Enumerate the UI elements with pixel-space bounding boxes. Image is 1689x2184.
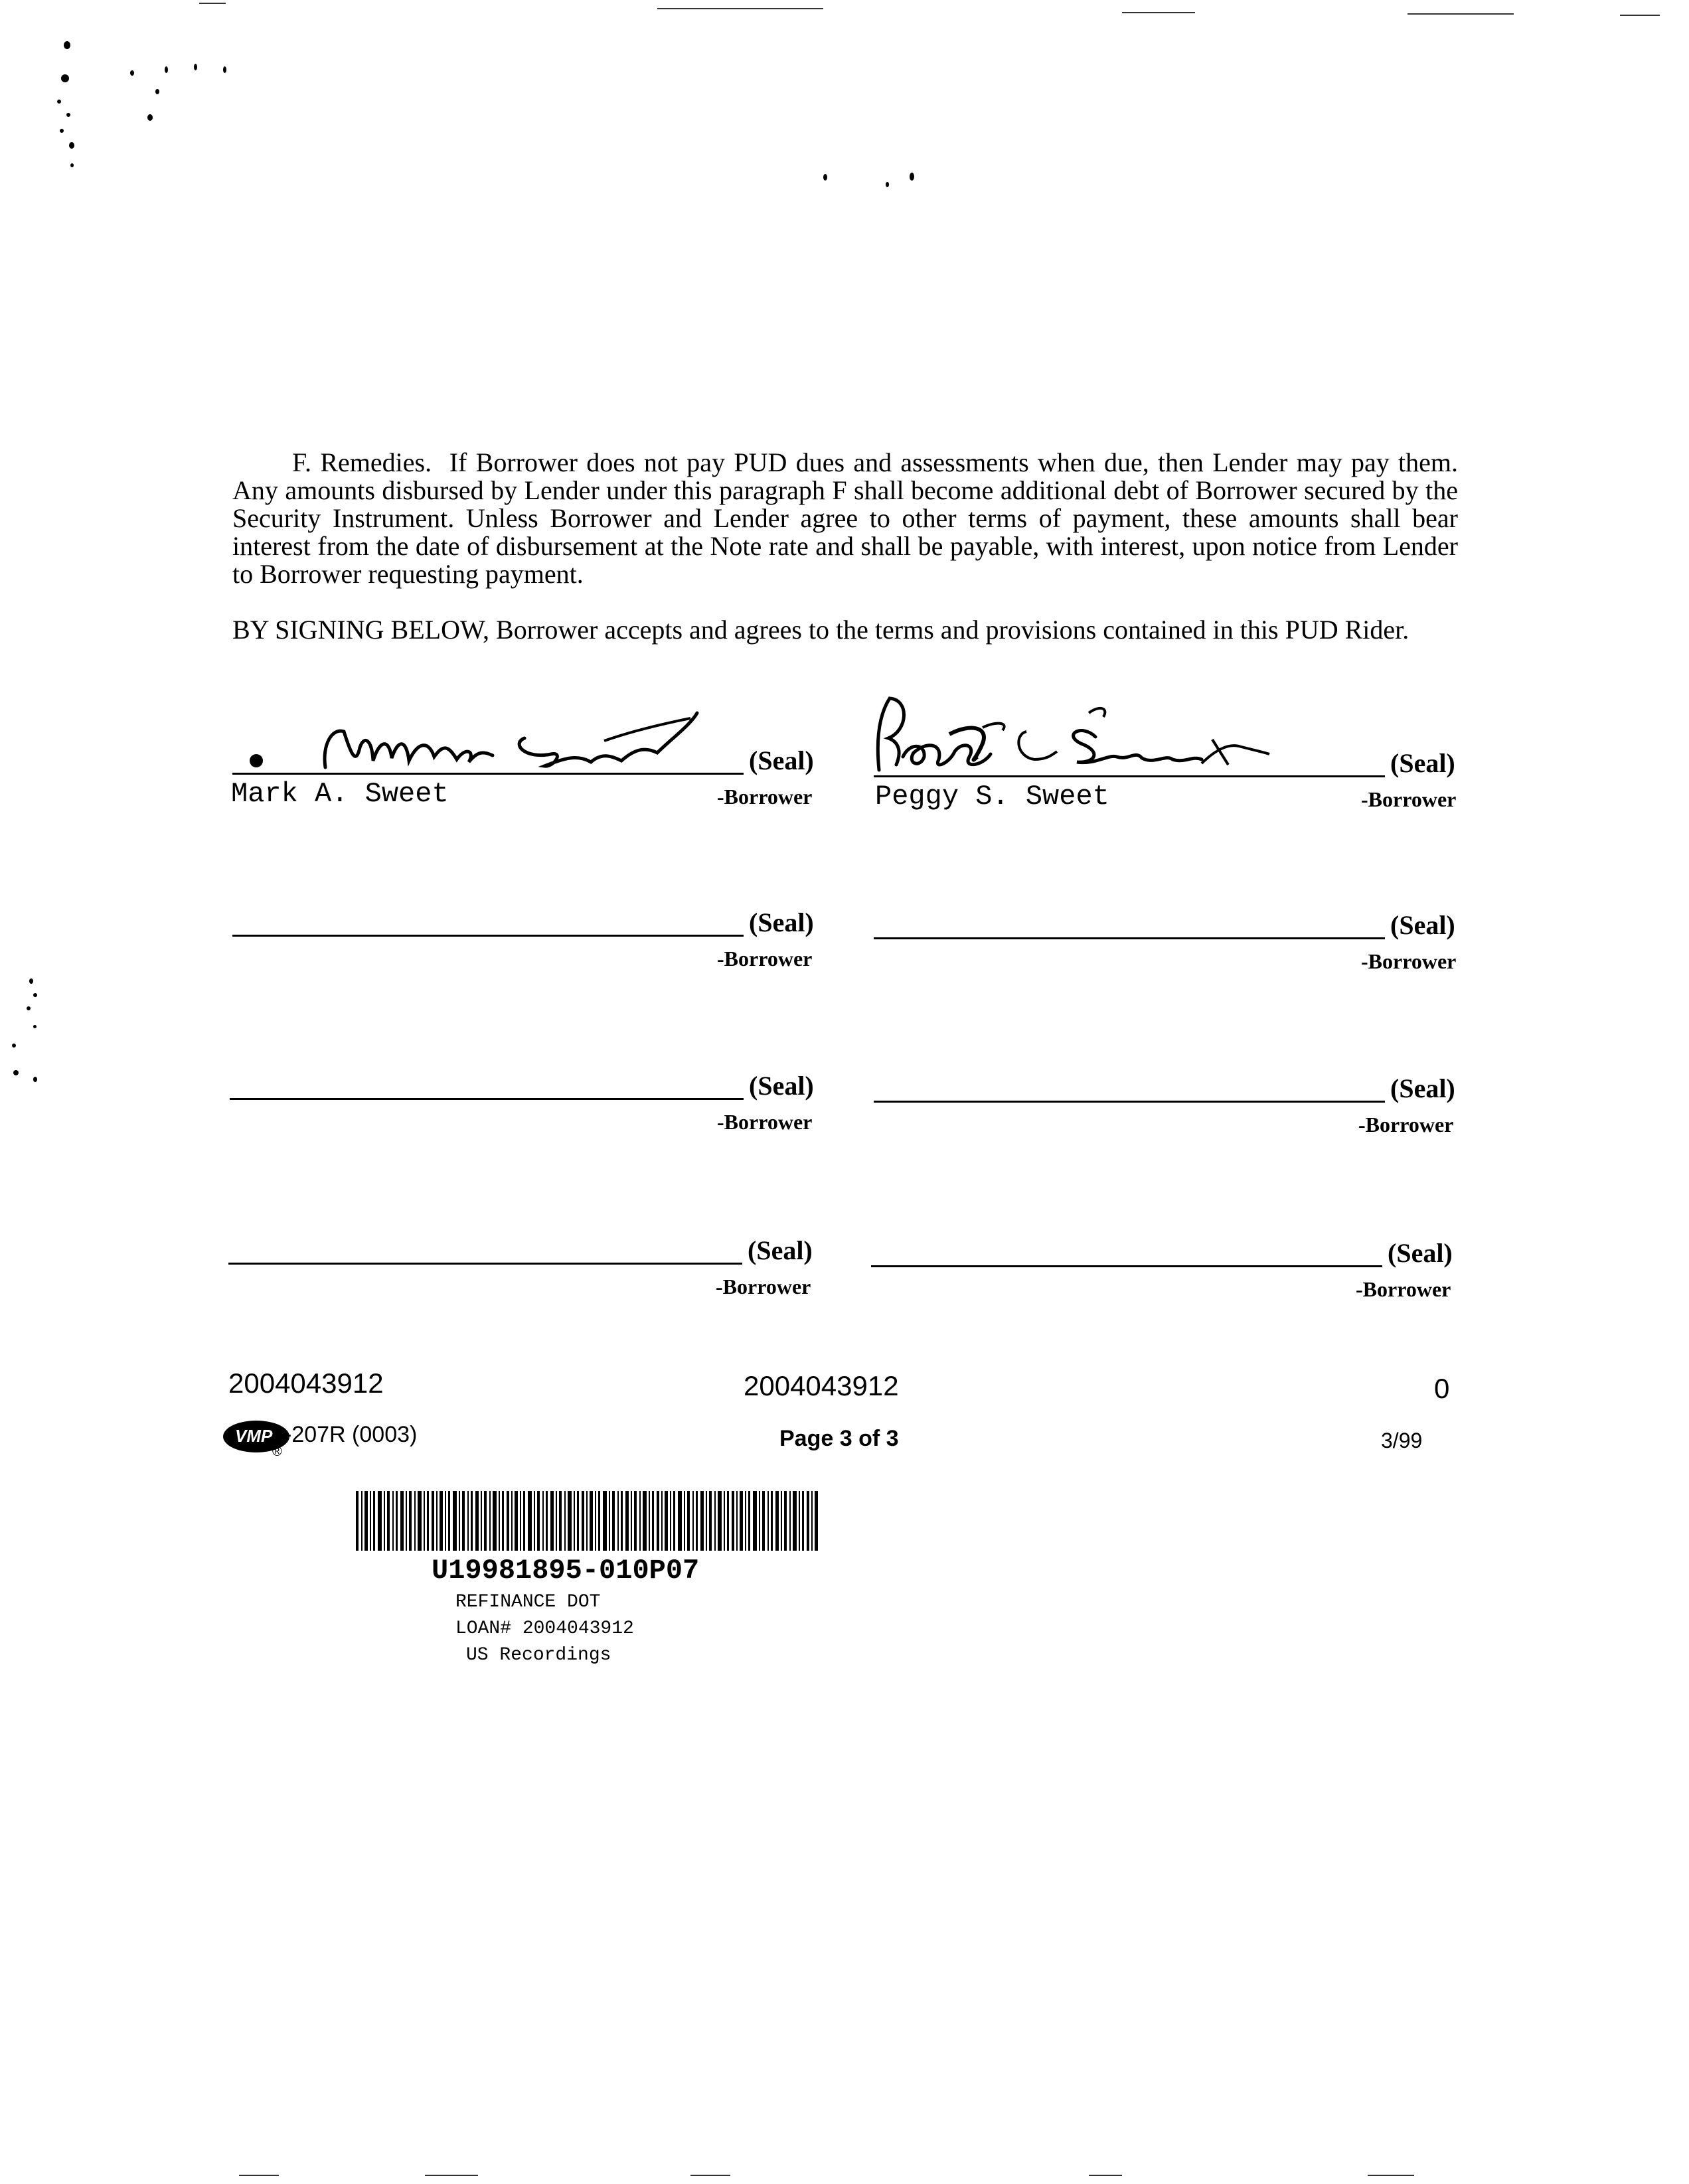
role-label: -Borrower [1361, 949, 1457, 973]
remedies-text: If Borrower does not pay PUD dues and assessments when due, then Lender may pay them. Any amounts disbursed by Lender under this paragraph F shall become additional debt of Borrower secured by the Security Instrument. Unless Borrower and Lender agree to other terms of payment, these amounts shall bear interest from the date of disbursement at the Note rate and shall be payable, with interest, upon notice from Lender to Borrower requesting payment. [232, 447, 1459, 589]
seal-label: (Seal) [749, 907, 814, 937]
signature-line-blank [871, 1265, 1382, 1267]
seal-label: (Seal) [749, 745, 814, 775]
signature-line-blank [874, 937, 1385, 939]
signature-line-borrower-2 [874, 775, 1385, 777]
seal-label: (Seal) [748, 1235, 813, 1265]
by-signing-paragraph: BY SIGNING BELOW, Borrower accepts and agrees to the terms and provisions contained in this PUD Rider. [232, 615, 1409, 645]
barcode [356, 1491, 821, 1551]
role-label: -Borrower [1361, 787, 1457, 811]
loan-number-left: 2004043912 [228, 1367, 384, 1399]
seal-label: (Seal) [1388, 1238, 1453, 1268]
signature-line-blank [232, 935, 744, 937]
barcode-code: U19981895-010P07 [432, 1555, 700, 1587]
borrower-1-name: Mark A. Sweet [231, 778, 449, 810]
role-label: -Borrower [717, 785, 813, 809]
signature-line-blank [874, 1101, 1385, 1103]
role-label: -Borrower [717, 947, 813, 971]
right-code: 0 [1434, 1373, 1450, 1404]
seal-label: (Seal) [1390, 748, 1455, 778]
form-number: -207R (0003) [284, 1422, 418, 1447]
signature-line-blank [228, 1263, 742, 1265]
loan-number-center: 2004043912 [744, 1370, 899, 1401]
remedies-paragraph [232, 449, 1458, 588]
seal-label: (Seal) [1390, 1073, 1455, 1103]
role-label: -Borrower [716, 1275, 811, 1298]
vmp-logo-text: VMP [235, 1426, 273, 1446]
registered-mark: ® [272, 1444, 282, 1459]
page-info: Page 3 of 3 [779, 1426, 899, 1451]
signature-line-blank [230, 1098, 744, 1100]
signature-mark-sweet [232, 706, 710, 773]
remedies-heading: F. Remedies. [292, 447, 432, 477]
role-label: -Borrower [1358, 1113, 1454, 1136]
borrower-2-name: Peggy S. Sweet [875, 781, 1109, 813]
barcode-line-1: REFINANCE DOT [455, 1592, 601, 1612]
signature-peggy-sweet [870, 690, 1281, 777]
barcode-line-3: US Recordings [466, 1645, 611, 1666]
seal-label: (Seal) [749, 1071, 814, 1101]
role-label: -Borrower [1356, 1277, 1451, 1301]
form-date: 3/99 [1381, 1429, 1423, 1452]
barcode-line-2: LOAN# 2004043912 [455, 1618, 634, 1639]
seal-label: (Seal) [1390, 910, 1455, 940]
signature-line-borrower-1 [232, 773, 744, 775]
role-label: -Borrower [717, 1110, 813, 1134]
